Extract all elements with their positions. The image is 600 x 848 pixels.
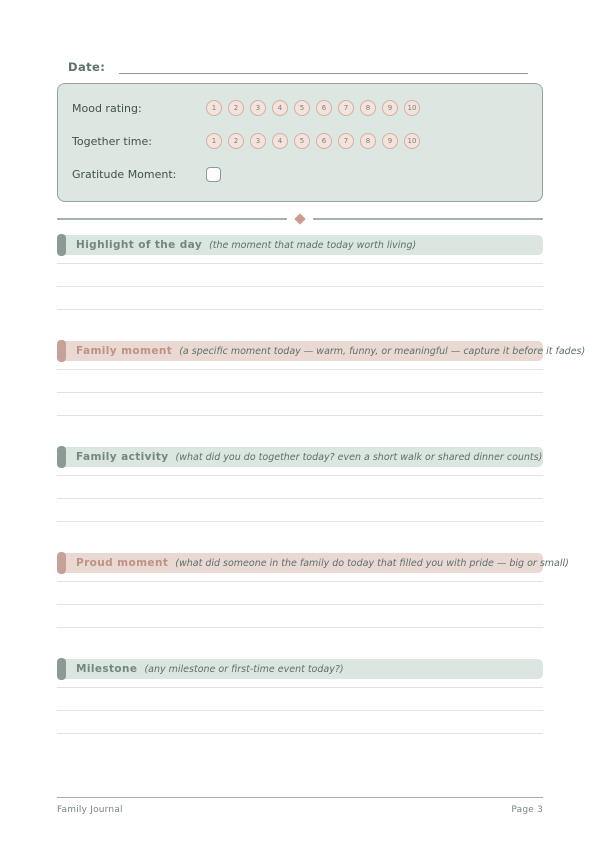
writing-line bbox=[57, 498, 543, 499]
section-hint: (what did someone in the family do today that filled you with pride — big or small) bbox=[175, 557, 569, 569]
section-header bbox=[57, 341, 586, 361]
together-time-circle-3[interactable]: 3 bbox=[250, 133, 266, 149]
section-highlight-of-the-day bbox=[57, 235, 543, 310]
section-hint: (a specific moment today — warm, funny, or meaningful — capture it before it fades) bbox=[179, 345, 586, 357]
section-header bbox=[57, 659, 543, 679]
mood-rating-circle-1[interactable]: 1 bbox=[206, 100, 222, 116]
section-proud-moment bbox=[57, 553, 569, 628]
writing-line bbox=[57, 369, 543, 370]
section-hint: (what did you do together today? even a short walk or shared dinner counts) bbox=[175, 451, 543, 463]
date-input-line[interactable] bbox=[119, 60, 528, 74]
date-row bbox=[57, 57, 543, 74]
section-title: Proud moment bbox=[76, 557, 169, 569]
section-writing-lines bbox=[57, 581, 543, 628]
writing-line bbox=[57, 475, 543, 476]
writing-line bbox=[57, 581, 543, 582]
section-title: Highlight of the day bbox=[76, 239, 203, 251]
journal-sections bbox=[57, 235, 586, 734]
writing-line bbox=[57, 415, 543, 416]
rating-row-control bbox=[206, 167, 221, 182]
section-accent-bar bbox=[57, 234, 66, 256]
together-time-circle-1[interactable]: 1 bbox=[206, 133, 222, 149]
together-time-circle-7[interactable]: 7 bbox=[338, 133, 354, 149]
section-hint: (the moment that made today worth living) bbox=[209, 239, 417, 251]
together-time-circle-2[interactable]: 2 bbox=[228, 133, 244, 149]
rating-row-label: Together time: bbox=[72, 134, 152, 148]
divider-line-right bbox=[313, 218, 543, 220]
section-divider bbox=[57, 214, 543, 223]
rating-row bbox=[72, 126, 528, 156]
together-time-circle-4[interactable]: 4 bbox=[272, 133, 288, 149]
together-time-circle-9[interactable]: 9 bbox=[382, 133, 398, 149]
writing-line bbox=[57, 710, 543, 711]
diamond-icon bbox=[294, 213, 305, 224]
section-accent-bar bbox=[57, 658, 66, 680]
mood-rating-circle-6[interactable]: 6 bbox=[316, 100, 332, 116]
writing-line bbox=[57, 733, 543, 734]
together-time-circle-10[interactable]: 10 bbox=[404, 133, 420, 149]
rating-row-label: Mood rating: bbox=[72, 101, 142, 115]
rating-row bbox=[72, 93, 528, 123]
mood-rating-circle-5[interactable]: 5 bbox=[294, 100, 310, 116]
section-header bbox=[57, 447, 543, 467]
mood-rating-circle-4[interactable]: 4 bbox=[272, 100, 288, 116]
section-accent-bar bbox=[57, 340, 66, 362]
section-title: Family activity bbox=[76, 451, 169, 463]
writing-line bbox=[57, 309, 543, 310]
writing-line bbox=[57, 286, 543, 287]
together-time-circle-8[interactable]: 8 bbox=[360, 133, 376, 149]
mood-rating-circle-9[interactable]: 9 bbox=[382, 100, 398, 116]
footer-rule bbox=[57, 797, 543, 798]
mood-rating-circle-2[interactable]: 2 bbox=[228, 100, 244, 116]
writing-line bbox=[57, 521, 543, 522]
section-title: Milestone bbox=[76, 663, 138, 675]
writing-line bbox=[57, 687, 543, 688]
section-header bbox=[57, 235, 543, 255]
ratings-box bbox=[57, 83, 543, 202]
date-label: Date: bbox=[68, 60, 106, 74]
gratitude-moment-checkbox[interactable] bbox=[206, 167, 221, 182]
together-time-circle-6[interactable]: 6 bbox=[316, 133, 332, 149]
writing-line bbox=[57, 392, 543, 393]
rating-row-control bbox=[206, 133, 420, 149]
section-family-moment bbox=[57, 341, 586, 416]
section-accent-bar bbox=[57, 446, 66, 468]
page-footer bbox=[57, 797, 543, 815]
section-writing-lines bbox=[57, 687, 543, 734]
section-writing-lines bbox=[57, 475, 543, 522]
section-title: Family moment bbox=[76, 345, 173, 357]
rating-row-control bbox=[206, 100, 420, 116]
mood-rating-circle-3[interactable]: 3 bbox=[250, 100, 266, 116]
section-milestone bbox=[57, 659, 543, 734]
section-header bbox=[57, 553, 569, 573]
together-time-circle-5[interactable]: 5 bbox=[294, 133, 310, 149]
footer-journal-title: Family Journal bbox=[57, 805, 123, 815]
writing-line bbox=[57, 627, 543, 628]
rating-row-label: Gratitude Moment: bbox=[72, 167, 177, 181]
section-hint: (any milestone or first-time event today?) bbox=[144, 663, 344, 675]
section-accent-bar bbox=[57, 552, 66, 574]
section-writing-lines bbox=[57, 369, 543, 416]
mood-rating-circle-7[interactable]: 7 bbox=[338, 100, 354, 116]
writing-line bbox=[57, 263, 543, 264]
mood-rating-circle-10[interactable]: 10 bbox=[404, 100, 420, 116]
footer-page-number: Page 3 bbox=[511, 805, 543, 815]
mood-rating-circle-8[interactable]: 8 bbox=[360, 100, 376, 116]
writing-line bbox=[57, 604, 543, 605]
section-writing-lines bbox=[57, 263, 543, 310]
divider-line-left bbox=[57, 218, 287, 220]
rating-row bbox=[72, 159, 528, 189]
section-family-activity bbox=[57, 447, 543, 522]
